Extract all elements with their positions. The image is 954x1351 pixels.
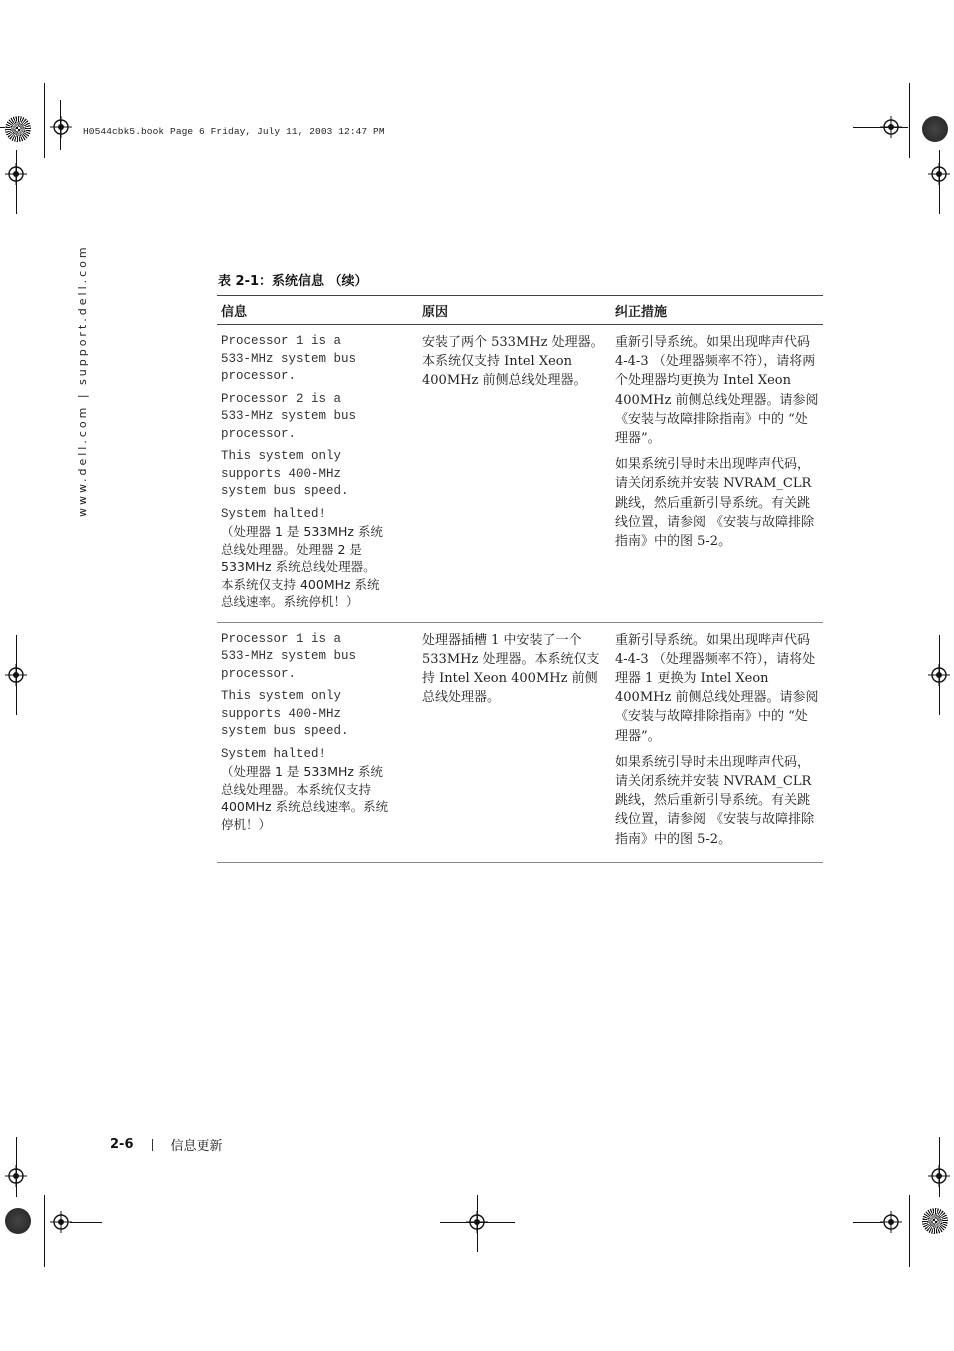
- footer-divider: [152, 1139, 153, 1151]
- registration-mark-icon: [466, 1211, 488, 1233]
- crop-mark: [909, 83, 910, 158]
- registration-mark-icon: [928, 664, 950, 686]
- registration-disc-icon: [922, 1208, 948, 1234]
- crop-mark: [70, 1222, 102, 1223]
- table-row: [217, 622, 823, 862]
- registration-mark-icon: [50, 116, 72, 138]
- message-line: System halted!: [221, 746, 327, 761]
- registration-mark-icon: [50, 1211, 72, 1233]
- section-title: 信息更新: [170, 1139, 223, 1154]
- table-header-row: [217, 296, 823, 325]
- fix-cell: [611, 325, 823, 623]
- side-url: www.dell.com | support.dell.com: [76, 244, 89, 517]
- registration-mark-icon: [880, 116, 902, 138]
- crop-mark: [44, 83, 45, 158]
- registration-mark-icon: [928, 163, 950, 185]
- registration-mark-icon: [880, 1211, 902, 1233]
- message-line: This system only supports 400-MHz system bus speed.: [221, 689, 349, 738]
- fix-paragraph: 重新引导系统。如果出现哔声代码 4-4-3 （处理器频率不符），请将处理器 1 更换为 Intel Xeon 400MHz 前侧总线处理器。请参阅 《安装与故障排除指南》中的 “处理器”。: [615, 632, 819, 744]
- registration-disc-icon: [5, 116, 31, 142]
- message-line: This system only supports 400-MHz system bus speed.: [221, 449, 349, 498]
- column-header-cause: 原因: [418, 296, 611, 325]
- fix-paragraph: 重新引导系统。如果出现哔声代码 4-4-3 （处理器频率不符），请将两个处理器均更换为 Intel Xeon 400MHz 前侧总线处理器。请参阅 《安装与故障排除指南》中的 “处理器”。: [615, 335, 819, 447]
- page-number: 2-6: [110, 1137, 134, 1152]
- message-line: Processor 1 is a 533-MHz system bus processor.: [221, 334, 357, 383]
- message-line: System halted!: [221, 506, 327, 521]
- message-cell: [217, 325, 418, 623]
- fix-cell: [611, 622, 823, 862]
- registration-disc-icon: [5, 1208, 31, 1234]
- crop-mark: [853, 1222, 883, 1223]
- message-cell: [217, 622, 418, 862]
- cause-text: 安装了两个 533MHz 处理器。本系统仅支持 Intel Xeon 400MHz 前侧总线处理器。: [422, 335, 604, 389]
- cause-cell: [418, 622, 611, 862]
- crop-mark: [44, 1195, 45, 1267]
- fix-paragraph: 如果系统引导时未出现哔声代码，请关闭系统并安装 NVRAM_CLR 跳线，然后重新引导系统。有关跳线位置，请参阅 《安装与故障排除指南》中的图 5-2。: [615, 754, 815, 847]
- system-messages-table: [217, 295, 823, 863]
- table-row: [217, 325, 823, 623]
- print-header: H0544cbk5.book Page 6 Friday, July 11, 2003 12:47 PM: [83, 126, 385, 137]
- column-header-fix: 纠正措施: [611, 296, 823, 325]
- cause-text: 处理器插槽 1 中安装了一个 533MHz 处理器。本系统仅支持 Intel Xeon 400MHz 前侧总线处理器。: [422, 632, 600, 706]
- cause-cell: [418, 325, 611, 623]
- registration-disc-icon: [922, 116, 948, 142]
- crop-mark: [60, 100, 61, 150]
- message-translation: （处理器 1 是 533MHz 系统 总线处理器。本系统仅支持 400MHz 系统总线速率。系统 停机！）: [221, 764, 389, 832]
- message-translation: （处理器 1 是 533MHz 系统 总线处理器。处理器 2 是 533MHz 系统总线处理器。 本系统仅支持 400MHz 系统 总线速率。系统停机！）: [221, 524, 383, 609]
- crop-mark: [909, 1195, 910, 1267]
- fix-paragraph: 如果系统引导时未出现哔声代码，请关闭系统并安装 NVRAM_CLR 跳线，然后重新引导系统。有关跳线位置，请参阅 《安装与故障排除指南》中的图 5-2。: [615, 457, 815, 550]
- message-line: Processor 2 is a 533-MHz system bus processor.: [221, 391, 357, 441]
- message-line: Processor 1 is a 533-MHz system bus processor.: [221, 631, 357, 681]
- column-header-message: 信息: [217, 296, 418, 325]
- table-caption: 表 2-1：系统信息 （续）: [218, 274, 368, 289]
- registration-mark-icon: [5, 163, 27, 185]
- registration-mark-icon: [928, 1165, 950, 1187]
- page-footer: [110, 1135, 223, 1154]
- registration-mark-icon: [5, 664, 27, 686]
- registration-mark-icon: [5, 1165, 27, 1187]
